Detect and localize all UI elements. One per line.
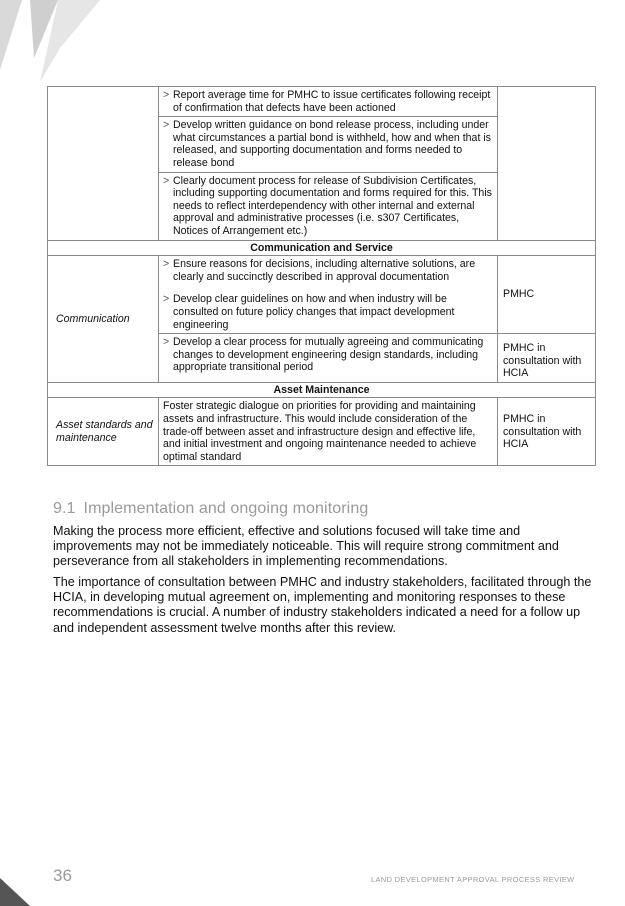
section-header-row bbox=[48, 240, 596, 256]
action-cell bbox=[159, 256, 498, 334]
corner-decoration-graphic bbox=[0, 0, 120, 90]
action-text: Report average time for PMHC to issue certificates following receipt of confirmation that defects have been actioned bbox=[173, 89, 491, 114]
action-text: Develop written guidance on bond release process, including under what circumstances a partial bond is withheld, how and when that is released, and supporting documentation and forms needed to release bond bbox=[173, 119, 491, 169]
table-row bbox=[48, 398, 596, 466]
area-cell-communication: Communication bbox=[48, 256, 159, 383]
action-text: Clearly document process for release of Subdivision Certificates, including supporting documentation and forms required for this. This needs to reflect interdependency with other internal and external approval and administrative processes (i.e. s307 Certificates, Notices of Arrangement etc.) bbox=[173, 174, 492, 237]
action-cell: Foster strategic dialogue on priorities for providing and maintaining assets and infrastructure. This would include consideration of the trade-off between asset and infrastructure design and effective life, and initial investment and ongoing maintenance needed to achieve optimal standard bbox=[159, 398, 498, 466]
action-cell bbox=[159, 172, 498, 240]
recommendations-table bbox=[47, 86, 596, 466]
bullet-marker: > bbox=[163, 174, 170, 187]
table-row bbox=[48, 87, 596, 117]
corner-decoration-bottom-graphic bbox=[0, 866, 40, 906]
action-cell bbox=[159, 87, 498, 117]
paragraph: Making the process more efficient, effective and solutions focused will take time and improvements may not be immediately noticeable. This will require strong commitment and perseverance from all stakeholders in implementing recommendations. bbox=[53, 524, 559, 569]
page-number: 36 bbox=[53, 866, 72, 885]
bullet-marker: > bbox=[163, 293, 170, 306]
bullet-marker: > bbox=[163, 258, 170, 271]
footer-document-title: LAND DEVELOPMENT APPROVAL PROCESS REVIEW bbox=[371, 875, 575, 884]
section-header-communication: Communication and Service bbox=[48, 240, 596, 256]
section-header-asset-maintenance: Asset Maintenance bbox=[48, 382, 596, 398]
area-cell-empty bbox=[48, 87, 159, 241]
section-number: 9.1 bbox=[53, 500, 76, 517]
responsibility-cell-empty bbox=[498, 87, 596, 241]
action-cell bbox=[159, 334, 498, 383]
bullet-marker: > bbox=[163, 119, 170, 132]
table-row bbox=[48, 256, 596, 334]
action-text: Ensure reasons for decisions, including alternative solutions, are clearly and succinctly described in approval documentation bbox=[173, 258, 476, 283]
action-text: Develop a clear process for mutually agreeing and communicating changes to development engineering design standards, including appropriate transitional period bbox=[173, 336, 484, 374]
responsibility-cell: PMHC in consultation with HCIA bbox=[498, 334, 596, 383]
bullet-marker: > bbox=[163, 336, 170, 349]
section-title: Implementation and ongoing monitoring bbox=[83, 500, 369, 517]
bullet-marker: > bbox=[163, 89, 170, 101]
responsibility-cell: PMHC bbox=[498, 256, 596, 334]
section-header-row bbox=[48, 382, 596, 398]
section-heading bbox=[53, 500, 368, 518]
responsibility-cell: PMHC in consultation with HCIA bbox=[498, 398, 596, 466]
action-text: Develop clear guidelines on how and when industry will be consulted on future policy changes that impact development engineering bbox=[173, 293, 455, 331]
action-cell bbox=[159, 117, 498, 172]
area-cell-asset-standards: Asset standards and maintenance bbox=[48, 398, 159, 466]
paragraph: The importance of consultation between PMHC and industry stakeholders, facilitated through the HCIA, in developing mutual agreement on, implementing and monitoring responses to these recommendations is crucial. A number of industry stakeholders indicated a need for a follow up and independent assessment twelve months after this review. bbox=[53, 575, 592, 635]
